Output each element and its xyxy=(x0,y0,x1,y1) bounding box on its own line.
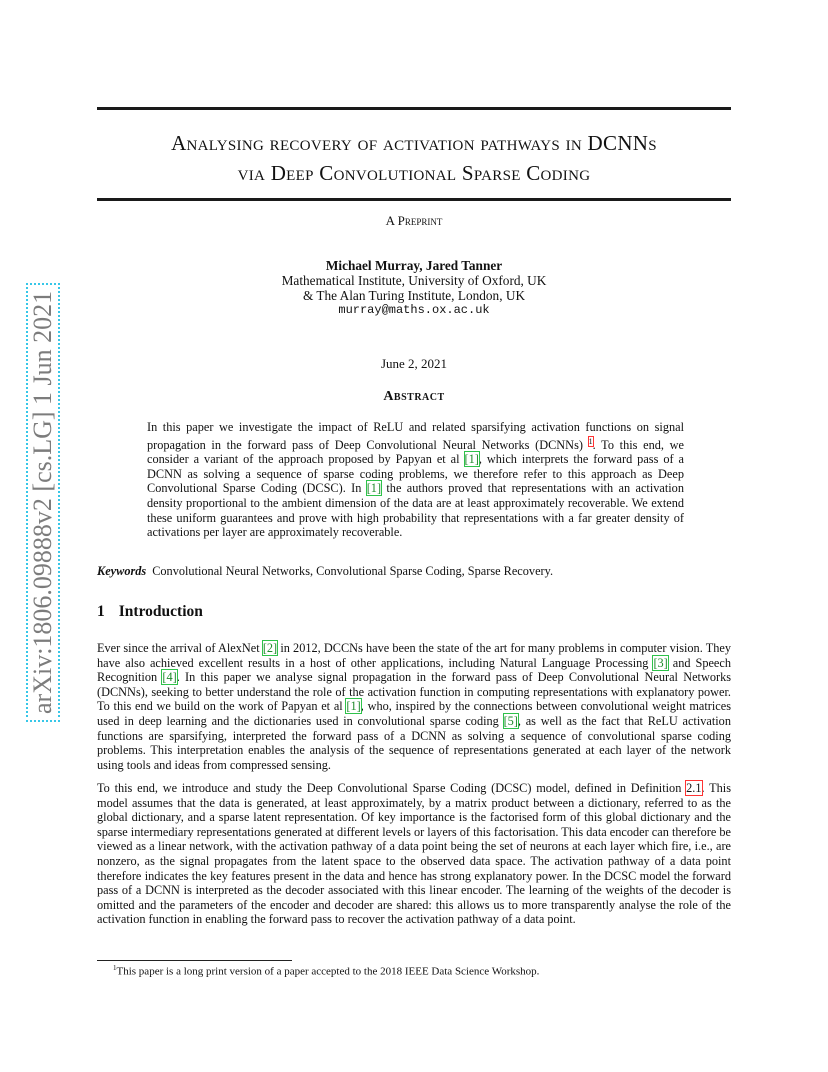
keywords-text: Convolutional Neural Networks, Convolutional Sparse Coding, Sparse Recovery. xyxy=(152,564,554,578)
author-names: Michael Murray, Jared Tanner xyxy=(325,258,503,273)
keywords-line xyxy=(97,564,731,579)
section-number: 1 xyxy=(97,603,105,620)
paragraph-text: , as well as the fact that ReLU activation functions are sparsifying, interpreted the forward pass of a DCNN as solving a sequence of convolutional sparse coding problems. This interpretation enables the analysis of the sequence of representations generated at each layer of the network using tools and ideas from compressed sensing. xyxy=(97,713,731,772)
author-email[interactable]: murray@maths.ox.ac.uk xyxy=(338,303,490,317)
intro-paragraph-1 xyxy=(97,641,731,772)
arxiv-identifier[interactable]: arXiv:1806.09888v2 [cs.LG] 1 Jun 2021 xyxy=(26,283,60,722)
abstract-text: , which interprets the forward pass of a DCNN as solving a sequence of sparse coding problems, we therefore refer to this approach as Deep Convolutional Sparse Coding (DCSC). In xyxy=(147,452,684,496)
section-title: Introduction xyxy=(118,603,203,620)
section-heading xyxy=(97,603,203,621)
author-block xyxy=(97,258,731,318)
preprint-label: A Preprint xyxy=(385,213,443,228)
title-line-1: Analysing recovery of activation pathways in DCNNs xyxy=(171,131,657,155)
paragraph-text: To this end, we introduce and study the Deep Convolutional Sparse Coding (DCSC) model, defined in Definition xyxy=(97,781,687,795)
paragraph-text: . In this paper we analyse signal propagation in the forward pass of Deep Convolutional Neural Networks (DCNNs), seeking to better understand the role of the activation function in computing representations with explanatory power. To this end we build on the work of Papyan et al xyxy=(97,670,732,714)
definition-link[interactable]: 2.1 xyxy=(686,781,702,795)
footnote xyxy=(113,964,539,978)
footnote-text: This paper is a long print version of a paper accepted to the 2018 IEEE Data Science Workshop. xyxy=(116,965,540,978)
footnote-link[interactable]: 1 xyxy=(588,436,593,446)
paragraph-text: . This model assumes that the data is generated, at least approximately, by a matrix product between a dictionary, referred to as the global dictionary, and a sparse latent representation. Of key importance is the factorised form of this global dictionary and the sparse intermediary representations generated at different levels or layers of this factorisation. This data encoder can therefore be viewed as a linear network, with the activation pathway of a data point being the set of neurons at each layer which fire, i.e., are nonzero, as the signal propagates from the latent space to the observed data space. The activation pathway of a data point therefore indicates the key features present in the data and hence has strong explanatory power. In the DCSC model the forward pass of a DCNN is interpreted as the decoder associated with this linear encoder. The learning of the weights of the decoder is omitted and the parameters of the encoder and decoder are shared: this allows us to more transparently analyse the role of the activation function in enabling the forward pass to recover the activation pathway of a data point. xyxy=(97,781,731,927)
paragraph-text: , who, inspired by the connections between convolutional weight matrices used in deep learning and the dictionaries used in convolutional sparse coding xyxy=(97,699,731,728)
abstract-heading: Abstract xyxy=(383,389,445,404)
footnote-mark: 1 xyxy=(113,964,117,972)
citation-link[interactable]: [1] xyxy=(464,452,479,467)
citation-link[interactable]: [1] xyxy=(366,481,382,496)
title-line-2: via Deep Convolutional Sparse Coding xyxy=(237,161,591,185)
citation-link[interactable]: [3] xyxy=(653,655,668,670)
affiliation-2: & The Alan Turing Institute, London, UK xyxy=(302,288,526,303)
paper-title xyxy=(97,128,731,188)
abstract-body xyxy=(147,420,684,540)
abstract-text: . To this end, we consider a variant of the approach proposed by Papyan et al xyxy=(147,437,684,467)
keywords-label: Keywords xyxy=(97,564,147,578)
title-top-rule xyxy=(97,107,731,110)
abstract-text: the authors proved that representations with an activation density proportional to the ambient dimension of the data are at least approximately recoverable. We extend these uniform guarantees and prove with high probability that representations with a far greater density of activations per layer are approximately recoverable. xyxy=(147,481,684,540)
paragraph-text: in 2012, DCCNs have been the state of the art for many problems in computer vision. They have also achieved excellent results in a host of other applications, including Natural Language Processing xyxy=(97,641,731,670)
affiliation-1: Mathematical Institute, University of Oxford, UK xyxy=(281,273,547,288)
title-bottom-rule xyxy=(97,198,731,201)
citation-link[interactable]: [5] xyxy=(503,713,518,728)
publication-date: June 2, 2021 xyxy=(380,356,448,371)
paragraph-text: Ever since the arrival of AlexNet xyxy=(97,641,263,655)
intro-paragraph-2 xyxy=(97,781,731,927)
abstract-text: In this paper we investigate the impact of ReLU and related sparsifying activation functions on signal propagation in the forward pass of Deep Convolutional Neural Networks (DCNNs) xyxy=(147,420,684,452)
citation-link[interactable]: [1] xyxy=(346,699,361,714)
paragraph-text: and Speech Recognition xyxy=(97,655,731,685)
citation-link[interactable]: [2] xyxy=(262,641,278,655)
footnote-rule xyxy=(97,960,292,961)
citation-link[interactable]: [4] xyxy=(162,670,177,685)
